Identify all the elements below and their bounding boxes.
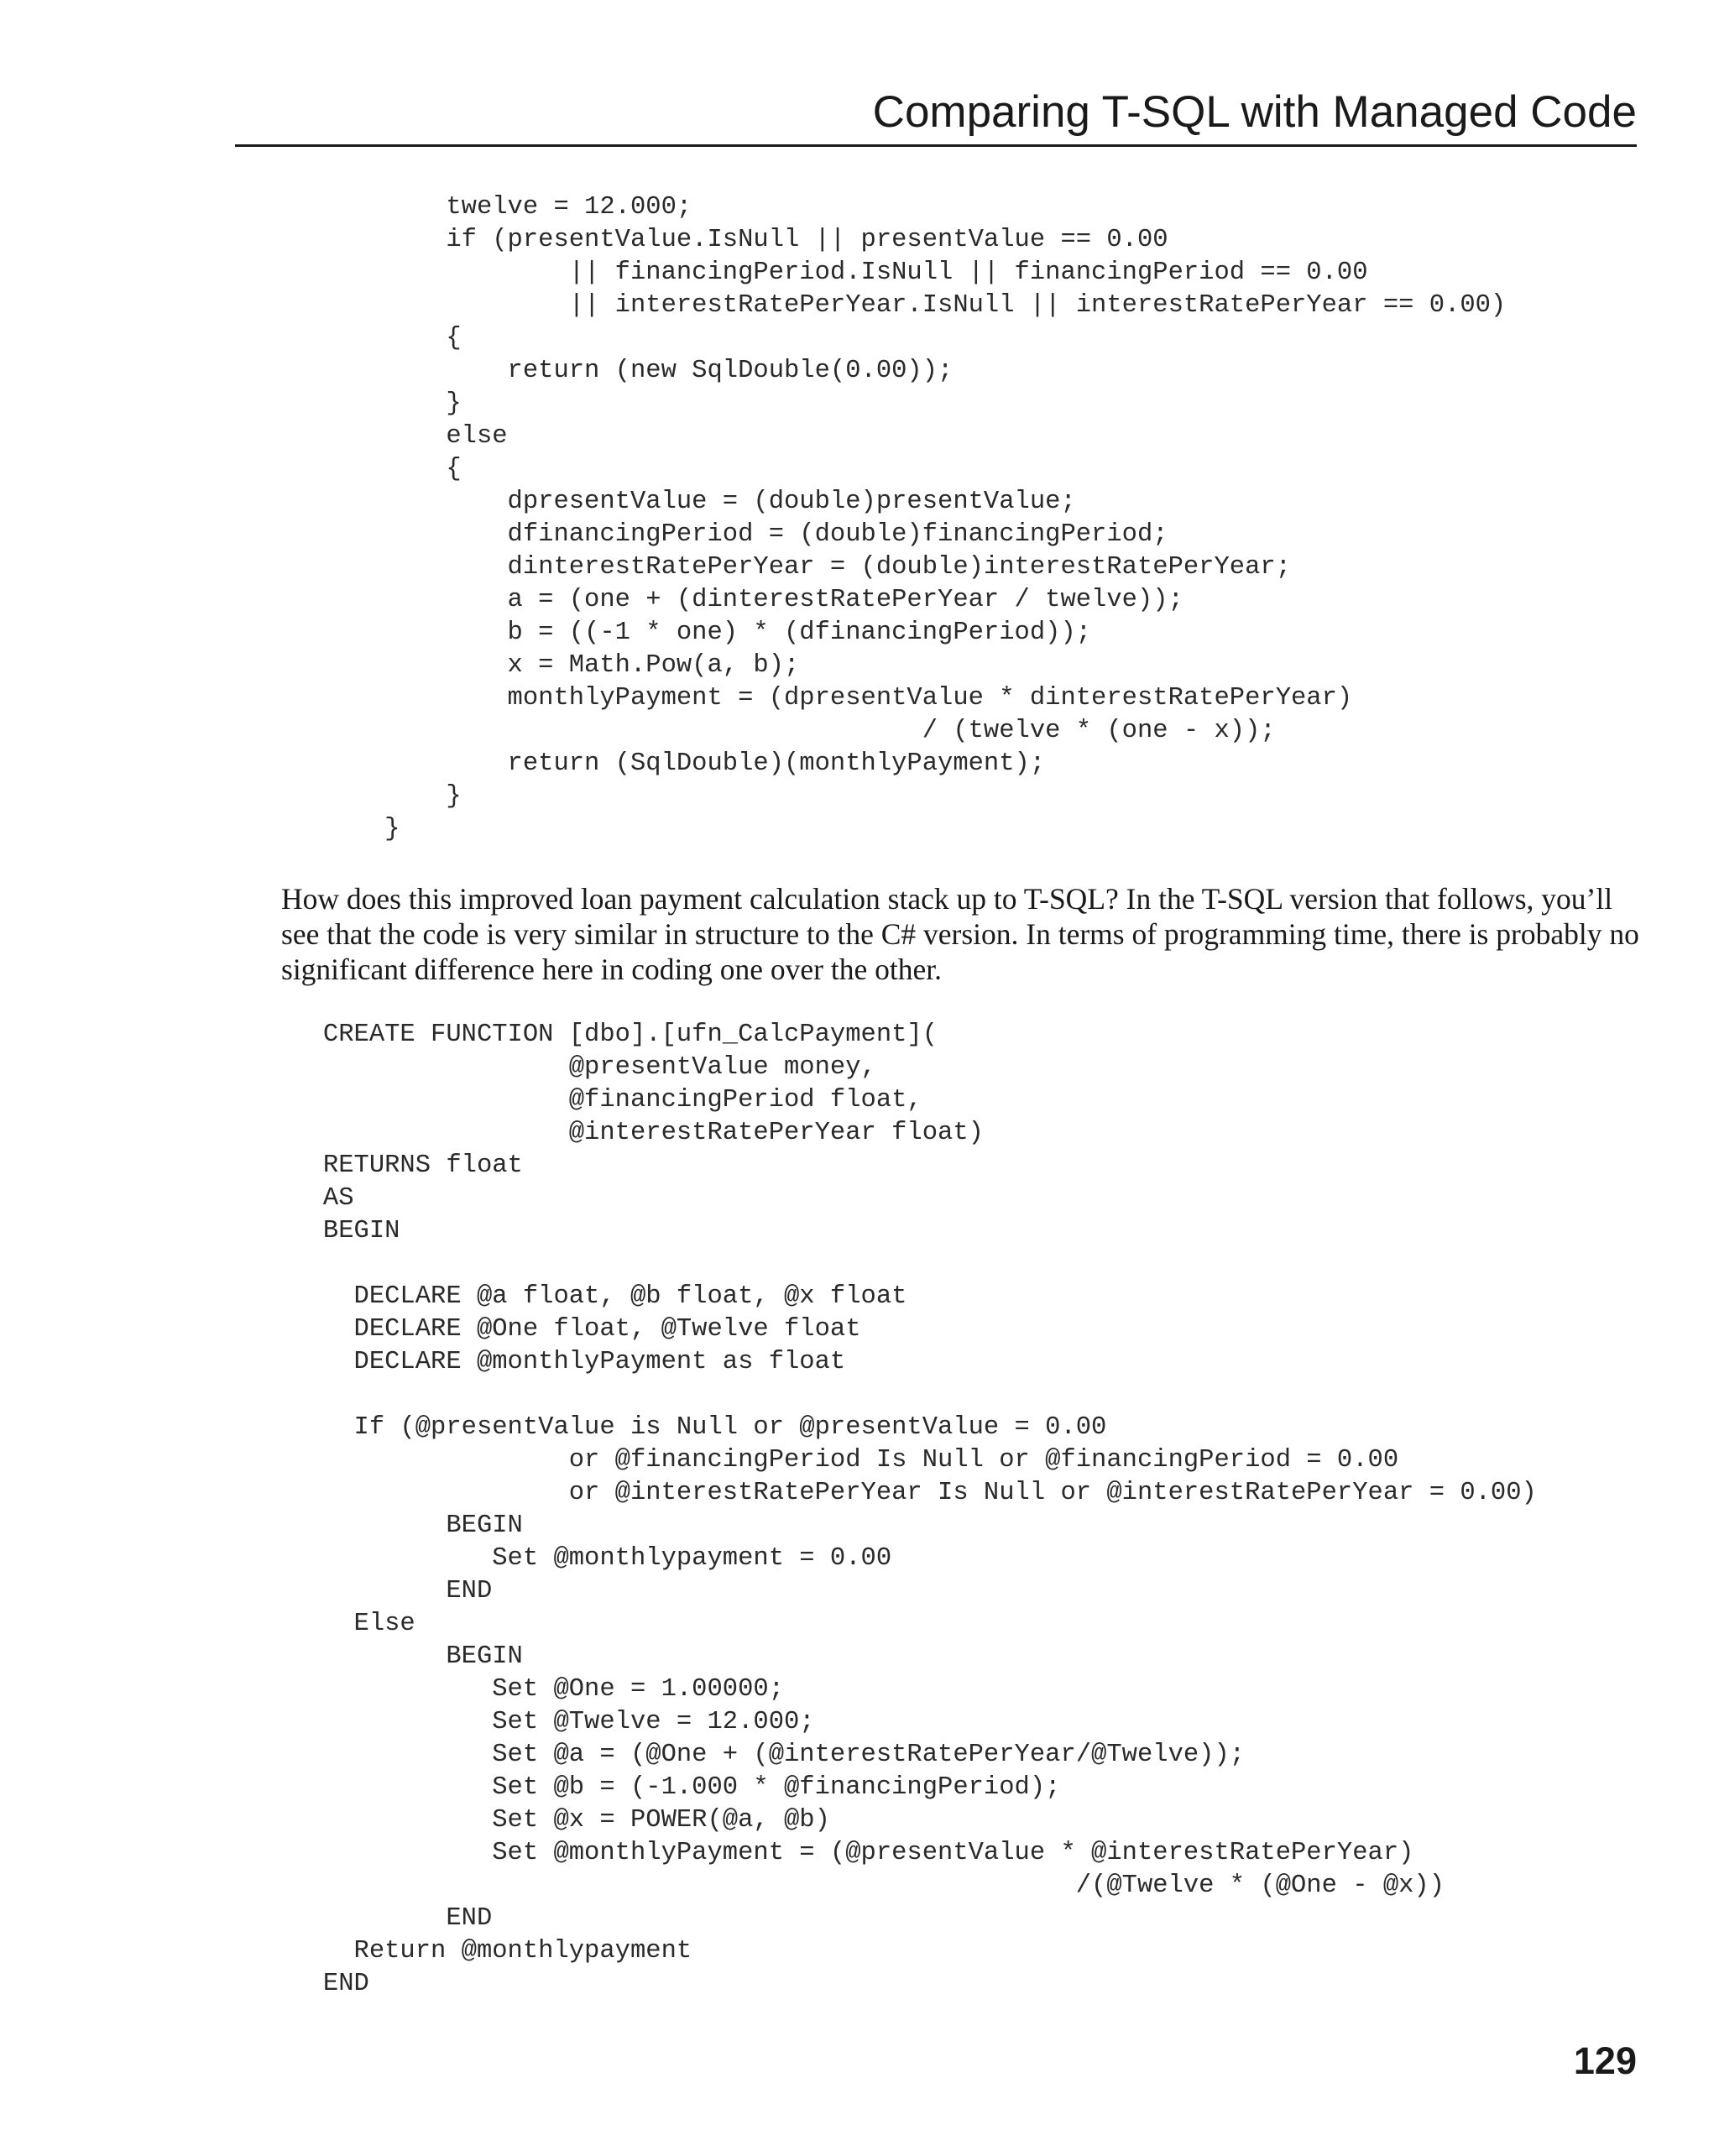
code-listing-csharp <box>277 191 1506 846</box>
code-line <box>277 1248 1537 1281</box>
code-line: } <box>277 389 462 418</box>
code-line: return (new SqlDouble(0.00)); <box>277 357 954 385</box>
code-line: else <box>277 422 508 451</box>
code-line: || interestRatePerYear.IsNull || interestRatePerYear == 0.00) <box>277 291 1507 320</box>
body-paragraph: How does this improved loan payment calculation stack up to T-SQL? In the T-SQL version that follows, you’ll see that the code is very similar in structure to the C# version. In terms of programming time, there is probably no significant difference here in coding one over the other. <box>281 882 1639 986</box>
code-line <box>277 1379 1537 1412</box>
code-line: } <box>277 815 400 843</box>
code-line: x = Math.Pow(a, b); <box>277 651 800 680</box>
code-line: Set @x = POWER(@a, @b) <box>277 1806 830 1835</box>
code-line: Else <box>277 1610 415 1638</box>
code-line: AS <box>277 1184 354 1213</box>
code-line: or @interestRatePerYear Is Null or @interestRatePerYear = 0.00) <box>277 1479 1537 1507</box>
code-line: RETURNS float <box>277 1151 523 1180</box>
code-line: Set @monthlyPayment = (@presentValue * @interestRatePerYear) <box>277 1839 1414 1867</box>
code-line: b = ((-1 * one) * (dfinancingPeriod)); <box>277 619 1092 647</box>
code-line: dinterestRatePerYear = (double)interestRatePerYear; <box>277 553 1291 582</box>
code-line: dpresentValue = (double)presentValue; <box>277 488 1076 516</box>
code-line: return (SqlDouble)(monthlyPayment); <box>277 749 1046 778</box>
code-line: If (@presentValue is Null or @presentValue = 0.00 <box>277 1413 1107 1442</box>
code-line: BEGIN <box>277 1642 523 1671</box>
code-line: if (presentValue.IsNull || presentValue == 0.00 <box>277 226 1168 254</box>
code-line: DECLARE @One float, @Twelve float <box>277 1315 861 1344</box>
code-line: Set @One = 1.00000; <box>277 1675 784 1704</box>
code-line: || financingPeriod.IsNull || financingPeriod == 0.00 <box>277 258 1368 287</box>
page-header <box>235 84 1637 147</box>
code-line: CREATE FUNCTION [dbo].[ufn_CalcPayment]( <box>277 1021 938 1049</box>
code-listing-tsql <box>277 1019 1537 2001</box>
code-line: END <box>277 1577 493 1605</box>
code-line: monthlyPayment = (dpresentValue * dinterestRatePerYear) <box>277 684 1353 713</box>
code-line: END <box>277 1904 493 1933</box>
code-line: BEGIN <box>277 1217 400 1245</box>
code-line: @presentValue money, <box>277 1053 876 1082</box>
code-line: DECLARE @monthlyPayment as float <box>277 1348 846 1376</box>
code-line: @interestRatePerYear float) <box>277 1119 984 1147</box>
code-line: @financingPeriod float, <box>277 1086 922 1115</box>
code-line: Set @monthlypayment = 0.00 <box>277 1544 892 1573</box>
code-line: DECLARE @a float, @b float, @x float <box>277 1282 907 1311</box>
running-header-title: Comparing T-SQL with Managed Code <box>872 87 1637 137</box>
code-line: BEGIN <box>277 1511 523 1540</box>
code-line: Set @b = (-1.000 * @financingPeriod); <box>277 1773 1061 1802</box>
code-line: twelve = 12.000; <box>277 193 692 222</box>
page-number: 129 <box>1573 2039 1637 2082</box>
code-line: END <box>277 1970 369 1998</box>
code-line: a = (one + (dinterestRatePerYear / twelve)); <box>277 586 1183 614</box>
code-line: dfinancingPeriod = (double)financingPeriod; <box>277 520 1168 549</box>
code-line: Return @monthlypayment <box>277 1937 692 1965</box>
code-line: { <box>277 455 462 483</box>
code-line: /(@Twelve * (@One - @x)) <box>277 1871 1445 1900</box>
code-line: Set @Twelve = 12.000; <box>277 1708 815 1736</box>
code-line: { <box>277 324 462 352</box>
code-line: / (twelve * (one - x)); <box>277 717 1276 745</box>
code-line: Set @a = (@One + (@interestRatePerYear/@Twelve)); <box>277 1741 1246 1769</box>
code-line: or @financingPeriod Is Null or @financingPeriod = 0.00 <box>277 1446 1399 1475</box>
code-line: } <box>277 782 462 811</box>
